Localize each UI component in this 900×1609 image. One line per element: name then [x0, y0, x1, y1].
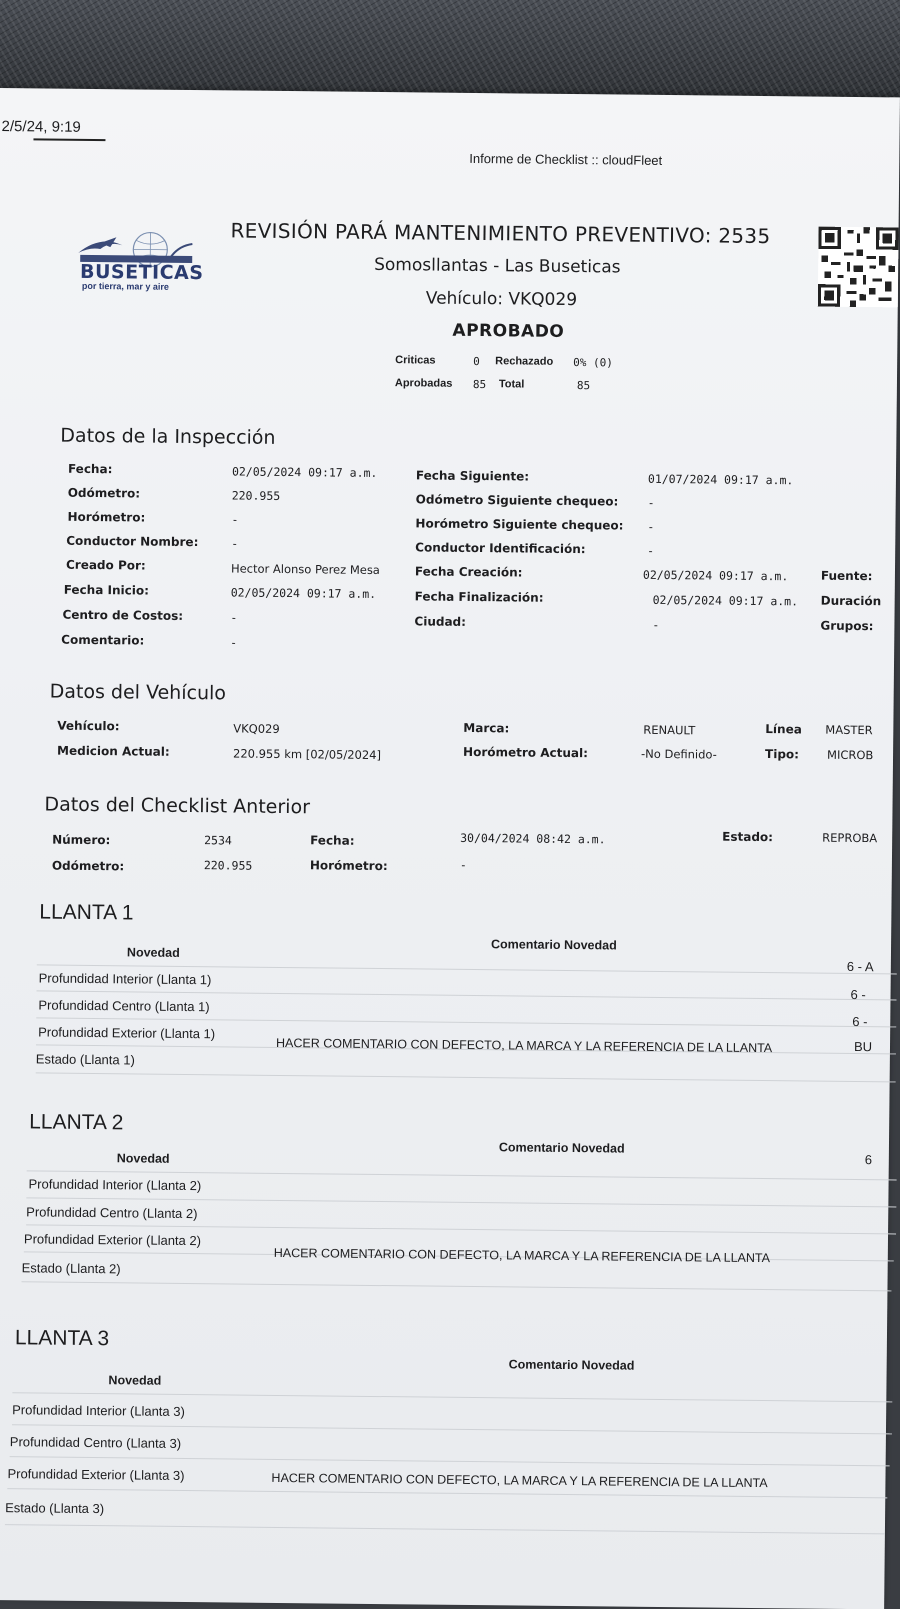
medicion-actual-label: Medicion Actual:: [56, 743, 170, 759]
llanta-3-row-label: Profundidad Interior (Llanta 3): [12, 1402, 185, 1420]
llanta-3-col-novedad: Novedad: [108, 1373, 162, 1388]
report-company: Somosllantas - Las Buseticas: [374, 254, 621, 278]
anterior-horometro-label: Horómetro:: [309, 858, 388, 874]
field-conductor-id-value: -: [647, 543, 655, 558]
llanta-3-row-label: Estado (Llanta 3): [5, 1500, 105, 1517]
print-datetime: 2/5/24, 9:19: [1, 118, 81, 136]
qr-code: [818, 227, 899, 308]
field-fecha-finalizacion-value: 02/05/2024 09:17 a.m.: [652, 592, 799, 609]
field-odometro-label: Odómetro:: [67, 485, 141, 501]
field-odometro-siguiente-label: Odómetro Siguiente chequeo:: [415, 492, 619, 509]
field-creado-por-label: Creado Por:: [65, 557, 146, 573]
table-rule: [36, 1072, 896, 1082]
anterior-fecha-label: Fecha:: [310, 833, 355, 848]
field-conductor-id-label: Conductor Identificación:: [415, 540, 586, 557]
table-rule: [21, 1281, 891, 1291]
report-status: APROBADO: [452, 320, 565, 342]
summary-rechazado-value: 0% (0): [573, 356, 613, 370]
llanta-2-row-label: Profundidad Centro (Llanta 2): [26, 1204, 198, 1222]
report-title: REVISIÓN PARÁ MANTENIMIENTO PREVENTIVO: 2535: [230, 218, 771, 249]
summary-criticas-value: 0: [473, 354, 480, 369]
anterior-odometro-value: 220.955: [203, 858, 253, 873]
section-inspeccion-title: Datos de la Inspección: [60, 424, 276, 449]
field-conductor-nombre-label: Conductor Nombre:: [66, 533, 199, 550]
field-creado-por-value: Hector Alonso Perez Mesa: [230, 561, 380, 578]
llanta-3-title: LLANTA 3: [14, 1326, 110, 1351]
field-comentario-value: -: [230, 635, 238, 650]
summary-total-label: Total: [498, 378, 525, 391]
llanta-1-col-novedad: Novedad: [126, 945, 180, 960]
tipo-value: MICROB: [826, 747, 874, 763]
llanta-1-col-comentario: Comentario Novedad: [490, 937, 617, 953]
horometro-actual-value: -No Definido-: [640, 746, 717, 762]
field-horometro-siguiente-label: Horómetro Siguiente chequeo:: [415, 516, 624, 533]
field-ciudad-label: Ciudad:: [414, 614, 467, 629]
llanta-1-row-value: 6 -: [852, 1013, 868, 1030]
logo-text: BUSETICAS: [79, 260, 204, 285]
llanta-2-title: LLANTA 2: [29, 1110, 124, 1135]
table-rule: [12, 1424, 892, 1434]
field-horometro-label: Horómetro:: [67, 509, 146, 525]
llanta-1-row-comment: HACER COMENTARIO CON DEFECTO, LA MARCA Y LA REFERENCIA DE LA LLANTA: [275, 1035, 773, 1056]
field-fecha-inicio-label: Fecha Inicio:: [63, 582, 149, 598]
field-conductor-nombre-value: -: [231, 536, 239, 551]
llanta-1-row-value: BU: [853, 1038, 873, 1055]
field-fecha-siguiente-value: 01/07/2024 09:17 a.m.: [647, 471, 794, 488]
llanta-2-row-value: 6: [864, 1152, 873, 1168]
llanta-2-row-label: Profundidad Interior (Llanta 2): [28, 1176, 202, 1194]
horometro-actual-label: Horómetro Actual:: [463, 744, 588, 761]
tipo-label: Tipo:: [764, 747, 800, 762]
anterior-estado-label: Estado:: [722, 829, 774, 845]
llanta-3-row-label: Profundidad Centro (Llanta 3): [9, 1434, 182, 1451]
llanta-3-col-comentario: Comentario Novedad: [508, 1357, 635, 1373]
field-fecha-creacion-value: 02/05/2024 09:17 a.m.: [642, 567, 789, 584]
field-fecha-inicio-value: 02/05/2024 09:17 a.m.: [230, 585, 377, 601]
llanta-1-row-value: 6 -: [850, 986, 866, 1003]
field-odometro-value: 220.955: [231, 488, 281, 503]
field-odometro-siguiente-value: -: [647, 495, 655, 510]
anterior-numero-value: 2534: [204, 833, 232, 848]
llanta-3-row-comment: HACER COMENTARIO CON DEFECTO, LA MARCA Y LA REFERENCIA DE LA LLANTA: [271, 1470, 768, 1491]
anterior-estado-value: REPROBA: [822, 830, 878, 846]
llanta-1-row-label: Profundidad Interior (Llanta 1): [38, 970, 212, 988]
summary-total-value: 85: [576, 379, 591, 393]
llanta-1-row-label: Profundidad Exterior (Llanta 1): [38, 1024, 216, 1042]
anterior-fecha-value: 30/04/2024 08:42 a.m.: [460, 830, 606, 847]
llanta-2-col-comentario: Comentario Novedad: [498, 1140, 625, 1156]
field-centro-costos-label: Centro de Costos:: [62, 607, 184, 623]
llanta-2-row-label: Profundidad Exterior (Llanta 2): [23, 1231, 202, 1249]
llanta-2-col-novedad: Novedad: [116, 1151, 170, 1166]
section-vehiculo-title: Datos del Vehículo: [49, 680, 227, 705]
llanta-1-row-label: Profundidad Centro (Llanta 1): [38, 997, 210, 1015]
field-fecha-siguiente-label: Fecha Siguiente:: [415, 468, 530, 484]
anterior-horometro-value: -: [459, 857, 467, 872]
summary-criticas-label: Criticas: [395, 354, 436, 367]
linea-value: MASTER: [825, 722, 873, 738]
print-page-title: Informe de Checklist :: cloudFleet: [469, 150, 663, 168]
summary-aprobadas-label: Aprobadas: [394, 377, 453, 390]
field-horometro-value: -: [231, 512, 239, 527]
section-anterior-title: Datos del Checklist Anterior: [44, 793, 311, 819]
field-fuente-label: Fuente:: [820, 568, 873, 584]
field-fecha-label: Fecha:: [67, 461, 113, 477]
print-datetime-underline: [33, 138, 105, 141]
field-fecha-creacion-label: Fecha Creación:: [414, 564, 523, 580]
field-fecha-finalizacion-label: Fecha Finalización:: [414, 589, 544, 605]
marca-label: Marca:: [463, 720, 510, 736]
field-grupos-label: Grupos:: [820, 618, 874, 634]
table-rule: [10, 1456, 890, 1466]
summary-aprobadas-value: 85: [472, 377, 487, 392]
field-horometro-siguiente-value: -: [647, 519, 655, 534]
vehiculo-label: Vehículo:: [57, 718, 120, 734]
field-duracion-label: Duración: [820, 593, 882, 609]
table-rule: [12, 1392, 892, 1402]
field-centro-costos-value: -: [230, 610, 238, 625]
vehiculo-value: VKQ029: [233, 721, 280, 736]
llanta-2-row-comment: HACER COMENTARIO CON DEFECTO, LA MARCA Y LA REFERENCIA DE LA LLANTA: [273, 1245, 771, 1266]
llanta-1-row-value: 6 - A: [846, 958, 874, 975]
field-comentario-label: Comentario:: [61, 632, 145, 648]
anterior-odometro-label: Odómetro:: [51, 858, 125, 874]
anterior-numero-label: Número:: [52, 832, 111, 848]
table-rule: [5, 1524, 885, 1534]
checklist-report-page: [0, 88, 900, 1609]
marca-value: RENAULT: [643, 722, 696, 738]
field-fecha-value: 02/05/2024 09:17 a.m.: [231, 464, 378, 480]
llanta-1-row-label: Estado (Llanta 1): [35, 1051, 135, 1068]
llanta-2-row-label: Estado (Llanta 2): [21, 1260, 121, 1277]
summary-rechazado-label: Rechazado: [495, 355, 554, 368]
llanta-3-row-label: Profundidad Exterior (Llanta 3): [7, 1466, 185, 1484]
llanta-1-title: LLANTA 1: [39, 900, 134, 925]
field-ciudad-value: -: [652, 617, 660, 632]
linea-label: Línea: [765, 722, 802, 737]
logo-tagline: por tierra, mar y aire: [81, 280, 170, 292]
medicion-actual-value: 220.955 km [02/05/2024]: [232, 746, 382, 763]
report-vehicle: Vehículo: VKQ029: [425, 288, 578, 311]
